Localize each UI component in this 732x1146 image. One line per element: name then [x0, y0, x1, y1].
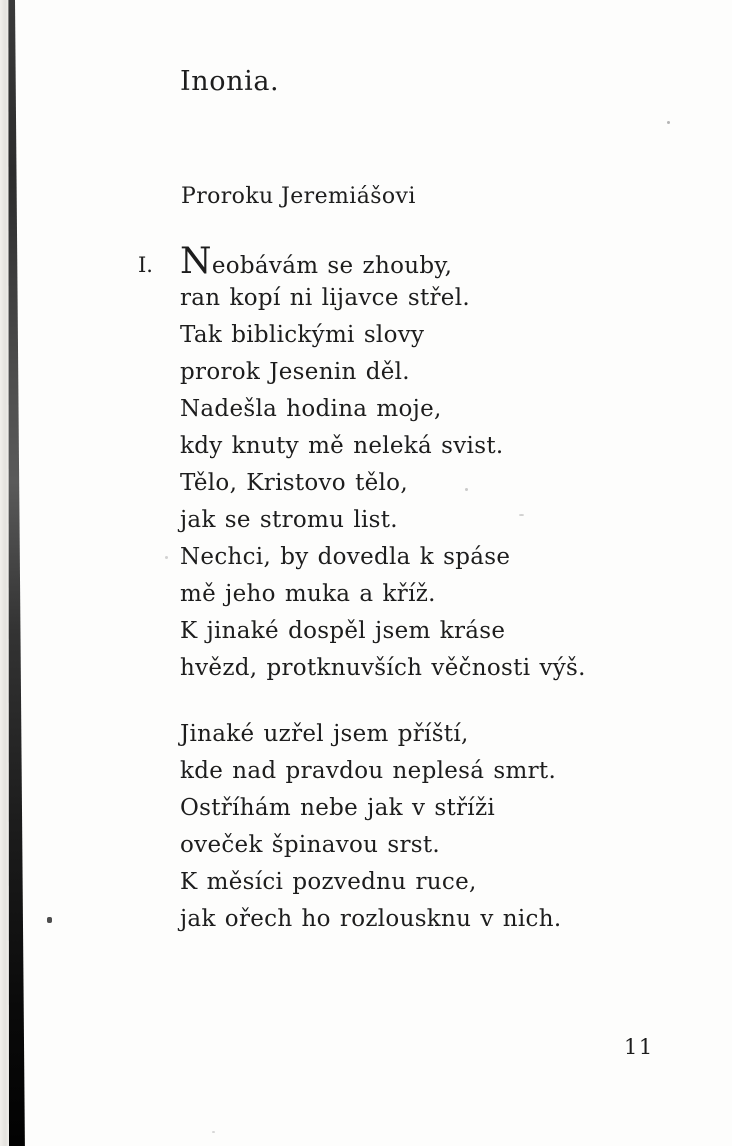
poem-line: oveček špinavou srst. [180, 832, 441, 858]
poem-line: Jinaké uzřel jsem příští, [180, 721, 469, 747]
stanza-2 [180, 716, 586, 938]
scan-speck [165, 556, 168, 559]
poem-line: jak se stromu list. [180, 507, 398, 533]
poem-line: Ostříhám nebe jak v stříži [180, 795, 496, 821]
poem-line: Tak biblickými slovy [180, 322, 425, 348]
section-number: I. [138, 253, 153, 277]
poem-line: Nadešla hodina moje, [180, 396, 442, 422]
scan-speck [47, 917, 52, 923]
stanza-1 [180, 243, 586, 687]
poem-line: ran kopí ni lijavce střel. [180, 285, 470, 311]
scan-speck [519, 514, 524, 516]
poem-line: K jinaké dospěl jsem kráse [180, 618, 506, 644]
poem-line: K měsíci pozvednu ruce, [180, 869, 477, 895]
poem-title: Inonia. [180, 66, 280, 97]
drop-cap-initial: N [180, 241, 212, 282]
poem-line: jak ořech ho rozlousknu v nich. [180, 906, 562, 932]
scan-speck [212, 1131, 215, 1133]
first-line-text: eobávám se zhouby, [211, 253, 453, 279]
stanza-1-lines [180, 280, 586, 687]
dedication: Proroku Jeremiášovi [181, 184, 416, 209]
scan-speck [667, 121, 670, 124]
poem-line: Tělo, Kristovo tělo, [180, 470, 408, 496]
poem-line: hvězd, protknuvších věčnosti výš. [180, 655, 586, 681]
scan-speck [465, 488, 468, 491]
poem-line: mě jeho muka a kříž. [180, 581, 436, 607]
page-number: 11 [624, 1035, 654, 1059]
poem-line: Nechci, by dovedla k spáse [180, 544, 511, 570]
poem-line-first [180, 243, 586, 280]
poem-line: kdy knuty mě neleká svist. [180, 433, 504, 459]
poem-line: prorok Jesenin děl. [180, 359, 410, 385]
poem-line: kde nad pravdou neplesá smrt. [180, 758, 557, 784]
poem-body [180, 243, 586, 938]
